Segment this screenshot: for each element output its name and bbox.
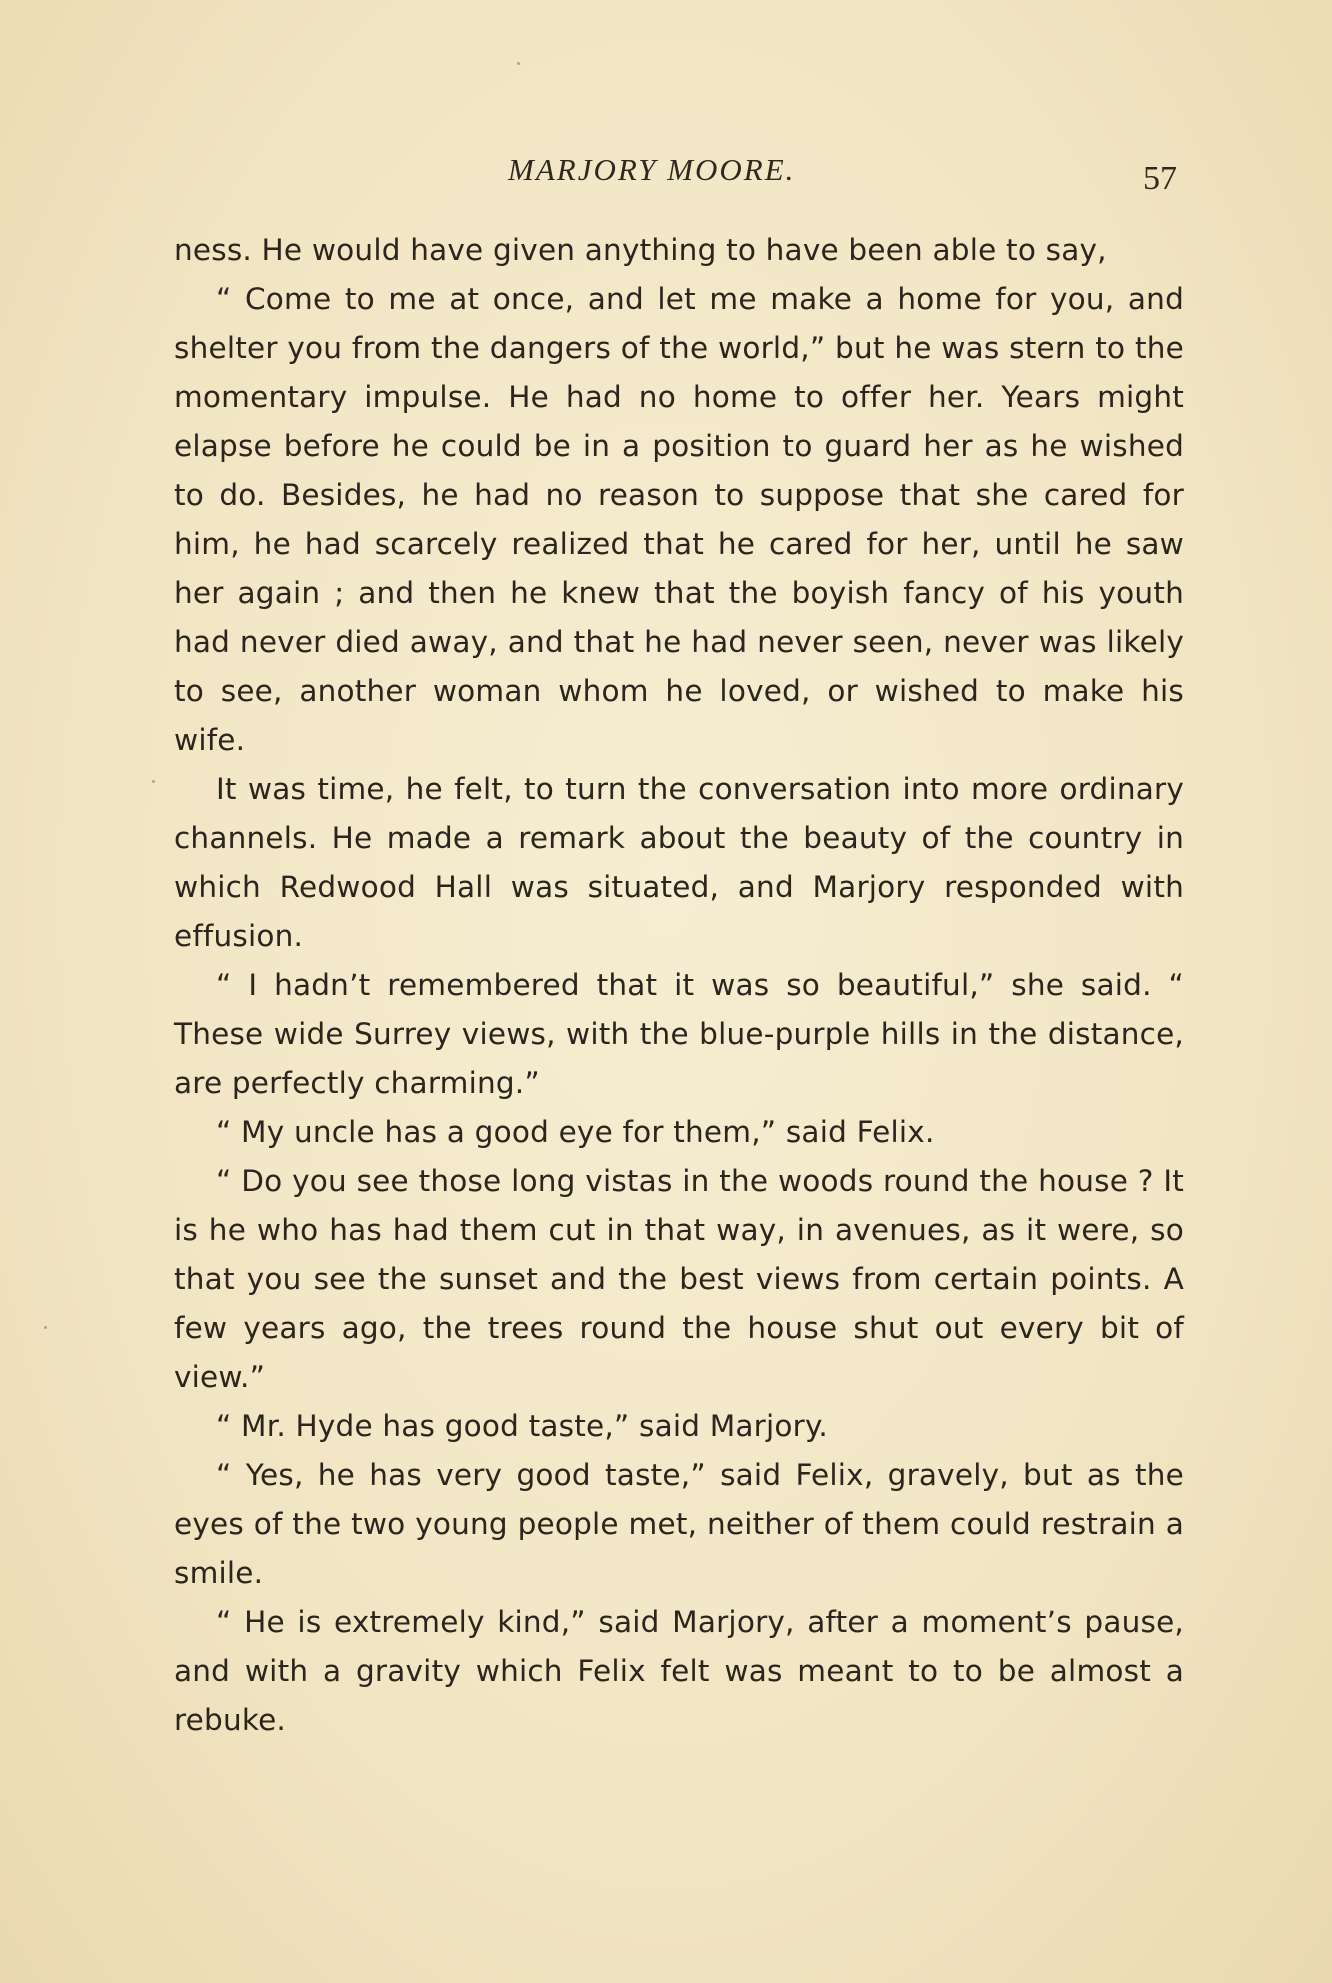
paragraph: It was time, he felt, to turn the conversation into more ordinary channels. He made a remark about the beauty of the country in which Redwood Hall was situated, and Marjory responded with effusion. [174, 772, 1184, 953]
paragraph: “ Mr. Hyde has good taste,” said Marjory. [216, 1409, 828, 1443]
paragraph: ness. He would have given anything to have been able to say, [174, 233, 1107, 267]
paragraph: “ Come to me at once, and let me make a home for you, and shelter you from the dangers of the world,” but he was stern to the momentary impulse. He had no home to offer her. Years might elapse before he could be in a position to guard her as he wished to do. Besides, he had no reason to suppose that she cared for him, he had scarcely realized that he cared for her, until he saw her again ; and then he knew that the boyish fancy of his youth had never died away, and that he had never seen, never was likely to see, another woman whom he loved, or wished to make his wife. [174, 282, 1184, 757]
paragraph: “ Yes, he has very good taste,” said Felix, gravely, but as the eyes of the two young people met, neither of them could restrain a smile. [174, 1458, 1184, 1590]
paper-speck [44, 1326, 47, 1329]
paragraph: “ He is extremely kind,” said Marjory, after a moment’s pause, and with a gravity which Felix felt was meant to to be almost a rebuke. [174, 1605, 1184, 1737]
page-number: 57 [1143, 160, 1177, 197]
paragraph: “ My uncle has a good eye for them,” said Felix. [216, 1115, 935, 1149]
running-title: MARJORY MOORE. [508, 152, 796, 187]
page-body [174, 226, 1184, 1745]
paragraph: “ I hadn’t remembered that it was so beautiful,” she said. “ These wide Surrey views, with the blue-purple hills in the distance, are perfectly charming.” [174, 968, 1184, 1100]
paragraph: “ Do you see those long vistas in the woods round the house ? It is he who has had them cut in that way, in avenues, as it were, so that you see the sunset and the best views from certain points. A few years ago, the trees round the house shut out every bit of view.” [174, 1164, 1184, 1394]
paper-speck [517, 62, 520, 65]
paper-speck [152, 780, 155, 783]
